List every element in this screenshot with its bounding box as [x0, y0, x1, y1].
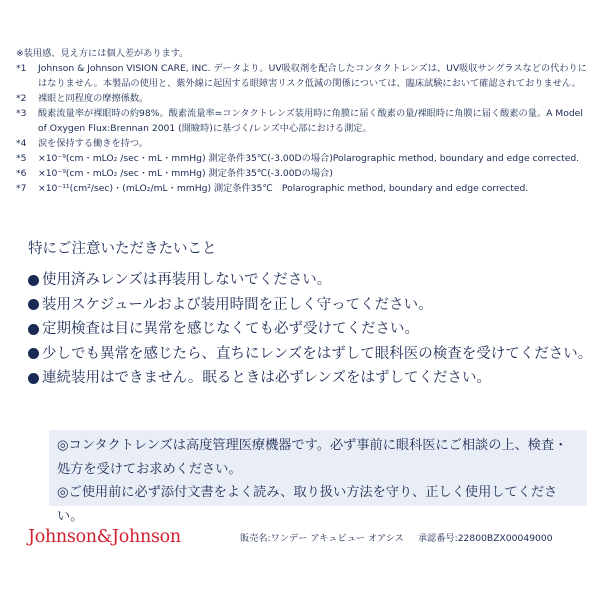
footnote-mark: *5 — [16, 153, 27, 164]
bullet-icon — [28, 373, 39, 384]
footnote — [16, 106, 588, 136]
caution-item — [28, 366, 588, 391]
caution-section — [28, 240, 593, 391]
footnote-text: 裸眼と同程度の摩擦係数。 — [38, 93, 149, 104]
footnote — [16, 61, 588, 91]
bullet-icon — [28, 348, 39, 359]
bullet-icon — [28, 299, 39, 310]
footnote-text: ×10⁻⁹(cm・mLO₂ /sec・mL・mmHg) 測定条件35℃(-3.00Dの場合)Polarographic method, boundary and edge corrected. — [38, 153, 580, 164]
caution-heading: 特にご注意いただきたいこと — [28, 241, 217, 257]
bullet-icon — [28, 275, 39, 286]
approval-number: 承認番号:22800BZX00049000 — [417, 533, 553, 544]
brand-logo: Johnson&Johnson — [28, 527, 181, 547]
footnote-text: 涙を保持する働きを持つ。 — [38, 138, 148, 149]
footnote-text: ×10⁻¹¹(cm²/sec)・(mLO₂/mL・mmHg) 測定条件35℃ Polarographic method, boundary and edge corrected. — [38, 183, 529, 194]
notice-box — [49, 430, 587, 524]
footnote — [16, 166, 588, 181]
footnote-text: 酸素流量率が裸眼時の約98%。酸素流量率=コンタクトレンズ装用時に角膜に届く酸素の量/裸眼時に角膜に届く酸素の量。A Model of Oxygen Flux:Brennan 2001 (開瞼時)に基づく/レンズ中心部における測定。 — [38, 108, 583, 134]
footnote-text: ※装用感、見え方には個人差があります。 — [16, 48, 189, 59]
footnote-mark: *2 — [16, 93, 27, 104]
caution-item-text: 少しでも異常を感じたら、直ちにレンズをはずして眼科医の検査を受けてください。 — [42, 345, 593, 362]
notice-line: ◎ご使用前に必ず添付文書をよく読み、取り扱い方法を守り、正しく使用してください。 — [57, 485, 558, 524]
footnote-mark: *6 — [16, 168, 27, 179]
caution-item-text: 装用スケジュールおよび装用時間を正しく守ってください。 — [42, 296, 433, 313]
footnote — [16, 46, 588, 61]
caution-item-text: 連続装用はできません。眠るときは必ずレンズをはずしてください。 — [42, 370, 491, 386]
caution-item-text: 使用済みレンズは再装用しないでください。 — [42, 272, 332, 288]
footnote-mark: *4 — [16, 138, 27, 149]
caution-item — [28, 317, 588, 342]
footnote — [16, 91, 588, 106]
footnote-mark: *3 — [16, 108, 27, 119]
caution-item-text: 定期検査は目に異常を感じなくても必ず受けてください。 — [42, 321, 419, 337]
footnote — [16, 151, 588, 166]
caution-item — [28, 268, 588, 293]
bullet-icon — [28, 324, 39, 335]
footnote — [16, 181, 588, 196]
footnote-mark: *7 — [16, 183, 27, 194]
footnote-mark: *1 — [16, 63, 27, 74]
caution-item — [28, 293, 588, 318]
footnote-text: ×10⁻⁹(cm・mLO₂ /sec・mL・mmHg) 測定条件35℃(-3.00Dの場合) — [38, 168, 333, 179]
footer-bar — [28, 523, 588, 551]
seller-name: 販売名:ワンデー アキュビュー オアシス — [240, 533, 404, 544]
caution-item — [28, 342, 593, 367]
caution-list — [28, 268, 593, 391]
footnote — [16, 136, 588, 151]
footnote-text: Johnson & Johnson VISION CARE, INC. データより。UV吸収剤を配合したコンタクトレンズは、UV吸収サングラスなどの代わりにはなりません。本製品の使用と、紫外線に起因する眼障害リスク低減の関係については、臨床試験において確認されておりません。 — [38, 63, 587, 89]
footnotes-section — [16, 46, 588, 196]
notice-line: ◎コンタクトレンズは高度管理医療機器です。必ず事前に眼科医にご相談の上、検査・処方を受けてお求めください。 — [57, 438, 568, 477]
